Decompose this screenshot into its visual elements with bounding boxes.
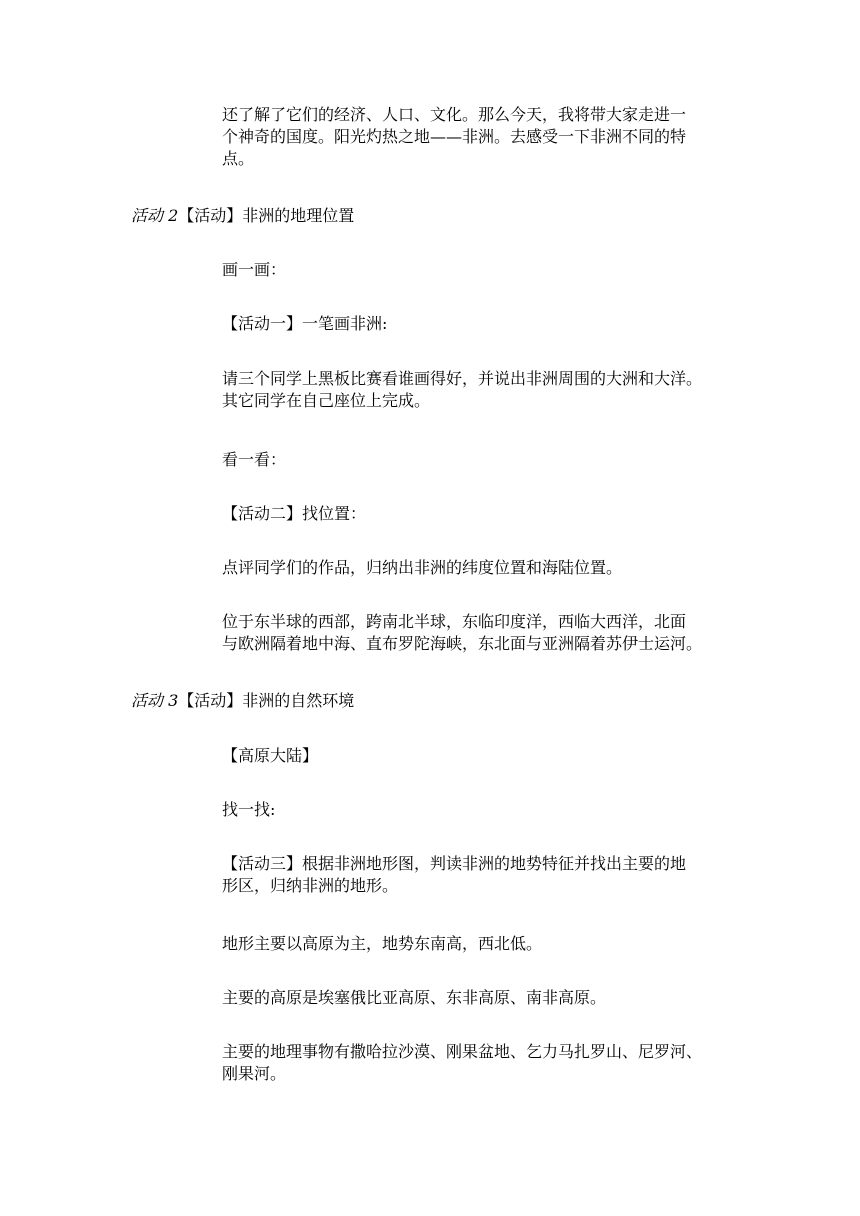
look-label: 看一看： [222,450,287,469]
intro-line-3: 点。 [222,149,255,168]
task-3-line-1: 【活动三】根据非洲地形图，判读非洲的地势特征并找出主要的地 [222,854,687,873]
location-line-1: 位于东半球的西部，跨南北半球，东临印度洋，西临大西洋，北面 [222,612,687,631]
draw-label: 画一画： [222,260,287,279]
task-3-paragraph [222,853,737,897]
features-paragraph [222,1041,737,1085]
activity-3-title: 【活动】非洲的自然环境 [178,691,355,710]
intro-line-2: 个神奇的国度。阳光灼热之地——非洲。去感受一下非洲不同的特 [222,127,687,146]
terrain-paragraph: 地形主要以高原为主，地势东南高，西北低。 [222,934,543,953]
task-3-line-2: 形区，归纳非洲的地形。 [222,876,399,895]
plateaus-paragraph: 主要的高原是埃塞俄比亚高原、东非高原、南非高原。 [222,988,607,1007]
activity-2-heading [131,205,354,227]
intro-line-1: 还了解了它们的经济、人口、文化。那么今天，我将带大家走进一 [222,105,687,124]
activity-2-prefix: 活动 2 [131,206,179,225]
task-2-detail: 点评同学们的作品，归纳出非洲的纬度位置和海陆位置。 [222,558,623,577]
find-label: 找一找: [222,800,276,819]
plateau-label: 【高原大陆】 [222,746,319,765]
features-line-2: 刚果河。 [222,1064,287,1083]
activity-2-title: 【活动】非洲的地理位置 [178,206,355,225]
location-line-2: 与欧洲隔着地中海、直布罗陀海峡，东北面与亚洲隔着苏伊士运河。 [222,634,703,653]
task-1-detail-line-1: 请三个同学上黑板比赛看谁画得好，并说出非洲周围的大洲和大洋。 [222,369,703,388]
task-1-detail [222,368,737,412]
features-line-1: 主要的地理事物有撒哈拉沙漠、刚果盆地、乞力马扎罗山、尼罗河、 [222,1042,703,1061]
intro-paragraph [222,104,737,170]
activity-3-prefix: 活动 3 [131,691,179,710]
location-description [222,611,737,655]
task-1-heading: 【活动一】一笔画非洲: [222,314,388,333]
activity-3-heading [131,690,354,712]
task-2-heading: 【活动二】找位置： [222,504,367,523]
task-1-detail-line-2: 其它同学在自己座位上完成。 [222,391,431,410]
